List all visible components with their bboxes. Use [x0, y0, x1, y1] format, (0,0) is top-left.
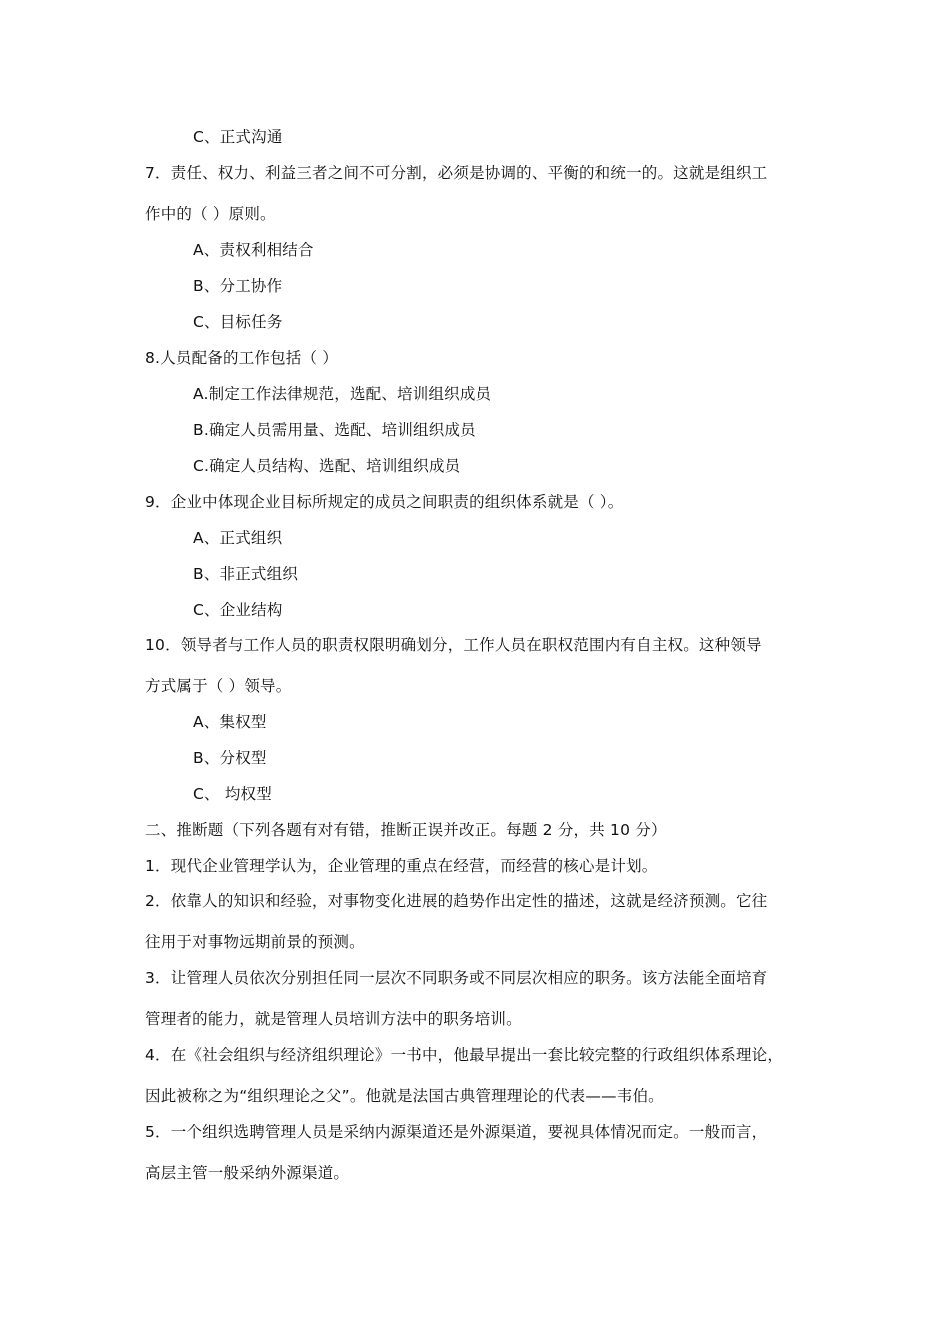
judgment-item-4-line-2: 因此被称之为“组织理论之父”。他就是法国古典管理理论的代表——韦伯。: [145, 1087, 664, 1105]
q10-stem-line-2: 方式属于（ ）领导。: [145, 677, 292, 695]
judgment-item-4-line-1: 4．在《社会组织与经济组织理论》一书中，他最早提出一套比较完整的行政组织体系理论，: [145, 1046, 784, 1064]
judgment-item-3-line-2: 管理者的能力，就是管理人员培训方法中的职务培训。: [145, 1010, 522, 1028]
q9-option-b: B、非正式组织: [193, 565, 299, 583]
q9-stem: 9．企业中体现企业目标所规定的成员之间职责的组织体系就是（ ）。: [145, 493, 624, 511]
q7-option-a: A、责权利相结合: [193, 241, 314, 259]
q7-stem-line-2: 作中的（ ）原则。: [145, 205, 276, 223]
q7-option-b: B、分工协作: [193, 277, 283, 295]
judgment-item-2-line-2: 往用于对事物远期前景的预测。: [145, 933, 365, 951]
q6-option-c: C、正式沟通: [193, 128, 283, 146]
judgment-item-5-line-2: 高层主管一般采纳外源渠道。: [145, 1164, 350, 1182]
judgment-item-2-line-1: 2．依靠人的知识和经验，对事物变化进展的趋势作出定性的描述，这就是经济预测。它往: [145, 892, 768, 910]
q10-stem-line-1: 10．领导者与工作人员的职责权限明确划分，工作人员在职权范围内有自主权。这种领导: [145, 636, 762, 654]
q9-option-a: A、正式组织: [193, 529, 283, 547]
q9-option-c: C、企业结构: [193, 601, 283, 619]
q7-option-c: C、目标任务: [193, 313, 283, 331]
q8-option-c: C.确定人员结构、选配、培训组织成员: [193, 457, 461, 475]
q7-stem-line-1: 7．责任、权力、利益三者之间不可分割，必须是协调的、平衡的和统一的。这就是组织工: [145, 164, 768, 182]
q8-option-a: A.制定工作法律规范，选配、培训组织成员: [193, 385, 492, 403]
section-2-heading: 二、推断题（下列各题有对有错，推断正误并改正。每题 2 分，共 10 分）: [145, 821, 667, 839]
q10-option-c: C、 均权型: [193, 785, 272, 803]
q8-stem: 8.人员配备的工作包括（ ）: [145, 349, 339, 367]
judgment-item-5-line-1: 5．一个组织选聘管理人员是采纳内源渠道还是外源渠道，要视具体情况而定。一般而言，: [145, 1123, 768, 1141]
q10-option-a: A、集权型: [193, 713, 267, 731]
judgment-item-1: 1．现代企业管理学认为，企业管理的重点在经营，而经营的核心是计划。: [145, 857, 658, 875]
q10-option-b: B、分权型: [193, 749, 267, 767]
judgment-item-3-line-1: 3．让管理人员依次分别担任同一层次不同职务或不同层次相应的职务。该方法能全面培育: [145, 969, 768, 987]
q8-option-b: B.确定人员需用量、选配、培训组织成员: [193, 421, 476, 439]
